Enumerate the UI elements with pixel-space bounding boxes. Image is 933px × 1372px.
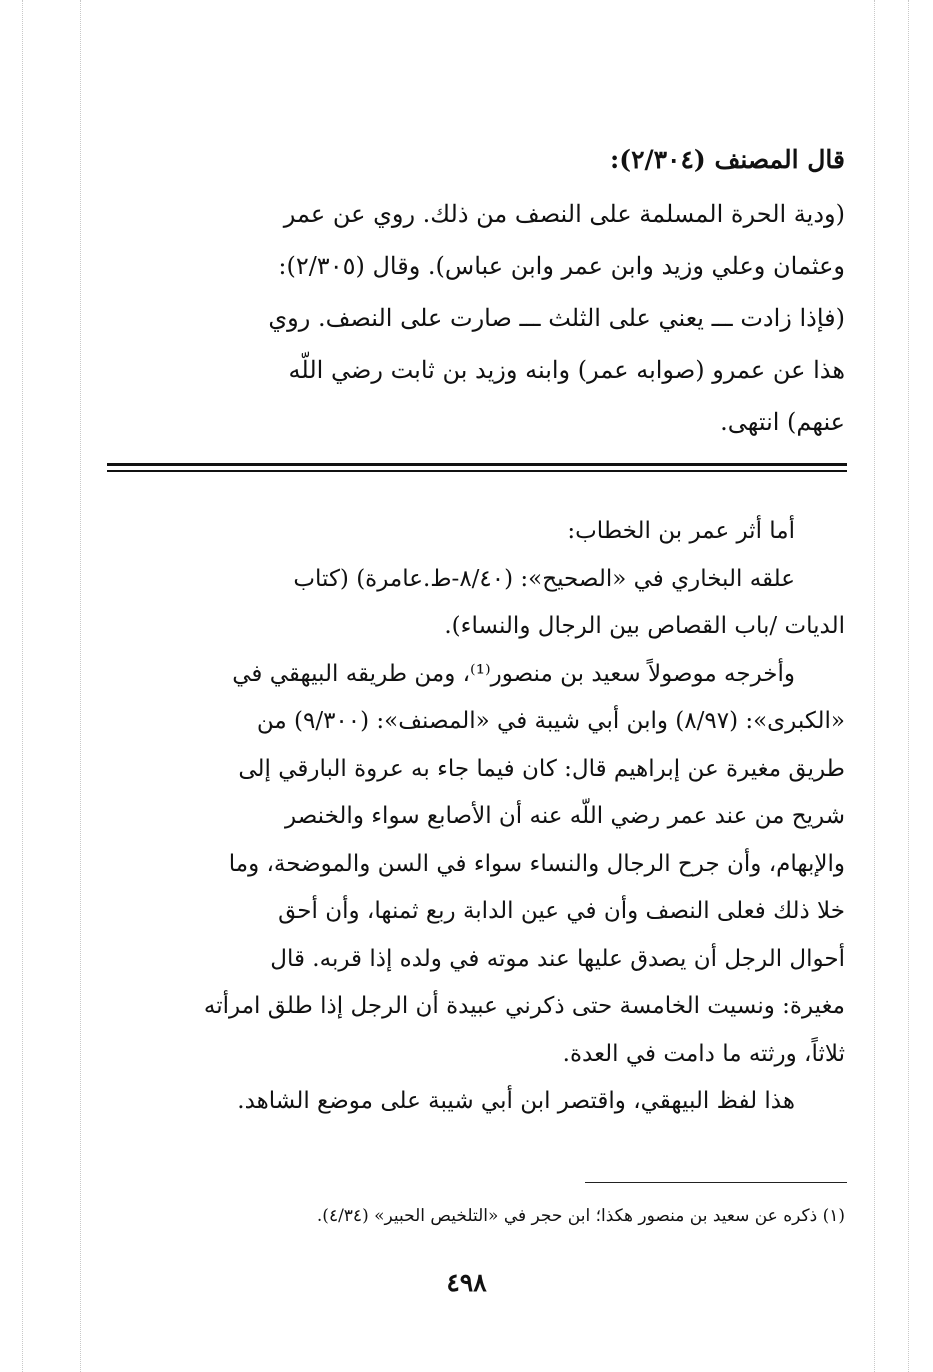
body-line: أما أثر عمر بن الخطاب:: [567, 518, 795, 544]
body-line: خلا ذلك فعلى النصف وأن في عين الدابة ربع ثمنها، وأن أحق: [278, 898, 845, 924]
page-number: ٤٩٨: [446, 1268, 487, 1297]
body-line: شريح من عند عمر رضي اللّه عنه أن الأصابع سواء والخنصر: [285, 803, 845, 829]
footnote: (١) ذكره عن سعيد بن منصور هكذا؛ ابن حجر في «التلخيص الحبير» (٤/٣٤).: [316, 1206, 845, 1226]
body-line: والإبهام، وأن جرح الرجال والنساء سواء في السن والموضحة، وما: [228, 850, 845, 877]
body-line: ثلاثاً، ورثته ما دامت في العدة.: [562, 1040, 845, 1067]
body-line: هذا لفظ البيهقي، واقتصر ابن أبي شيبة على موضع الشاهد.: [237, 1088, 795, 1114]
footnote-rule: [585, 1182, 847, 1183]
quote-line: (فإذا زادت ـــ يعني على الثلث ـــ صارت على النصف. روي: [268, 304, 845, 332]
quote-line: هذا عن عمرو (صوابه عمر) وابنه وزيد بن ثابت رضي اللّه: [288, 356, 845, 384]
scan-guide-line: [22, 0, 23, 1372]
body-line: الديات /باب القصاص بين الرجال والنساء).: [444, 613, 845, 639]
body-line: طريق مغيرة عن إبراهيم قال: كان فيما جاء به عروة البارقي إلى: [238, 755, 845, 782]
body-line: أحوال الرجل أن يصدق عليها عند موته في ولده إذا قربه. قال: [270, 945, 845, 972]
scan-guide-line: [908, 0, 909, 1372]
quote-line: (ودية الحرة المسلمة على النصف من ذلك. روي عن عمر: [283, 200, 845, 228]
quoted-text-block: [105, 188, 845, 448]
body-line: علقه البخاري في «الصحيح»: (٨/٤٠-ط.عامرة) (كتاب: [293, 565, 795, 592]
commentary-text-block: [105, 508, 845, 1126]
quote-line: عنهم) انتهى.: [720, 408, 845, 436]
body-line: وأخرجه موصولاً سعيد بن منصور⁽¹⁾، ومن طريقه البيهقي في: [232, 660, 795, 687]
scan-guide-line: [874, 0, 875, 1372]
separator-rule-thick: [107, 463, 847, 466]
quote-line: وعثمان وعلي وزيد وابن عمر وابن عباس). وقال (٢/٣٠٥):: [278, 252, 845, 280]
scan-guide-line: [80, 0, 81, 1372]
separator-rule-thin: [107, 470, 847, 472]
body-line: مغيرة: ونسيت الخامسة حتى ذكرني عبيدة أن الرجل إذا طلق امرأته: [203, 993, 845, 1019]
body-line: «الكبرى»: (٨/٩٧) وابن أبي شيبة في «المصنف»: (٩/٣٠٠) من: [256, 708, 845, 734]
section-heading: قال المصنف (٢/٣٠٤):: [610, 145, 845, 174]
